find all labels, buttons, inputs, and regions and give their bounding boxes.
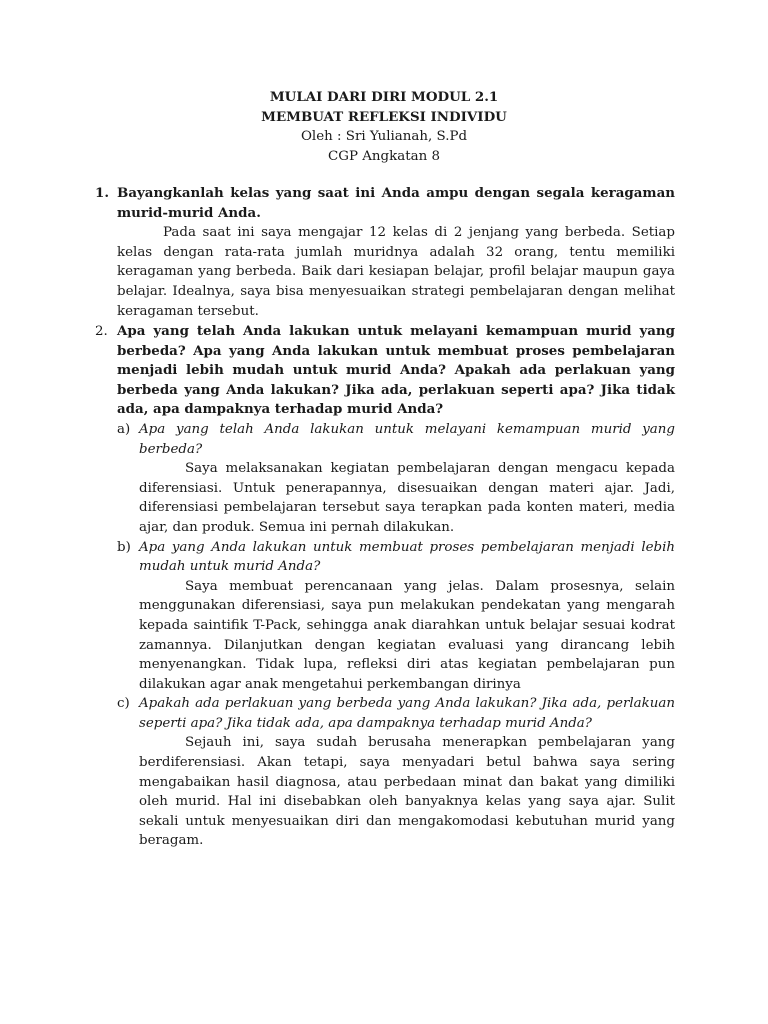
sub-question-text: Apa yang telah Anda lakukan untuk melayani kemampuan murid yang berbeda? [139,421,675,457]
sub-question-a [117,420,675,538]
sub-answer-text: Sejauh ini, saya sudah berusaha menerapkan pembelajaran yang berdiferensiasi. Akan tetapi, saya menyadari betul bahwa saya sering mengabaikan hasil diagnosa, atau perbedaan minat dan bakat yang dimiliki oleh murid. Hal ini disebabkan oleh banyaknya kelas yang saya ajar. Sulit sekali untuk menyesuaikan diri dan mengakomodasi kebutuhan murid yang beragam. [139,735,675,849]
sub-question-letter: a) [117,421,131,437]
sub-question-b [117,538,675,695]
sub-answer-text: Saya membuat perencanaan yang jelas. Dalam prosesnya, selain menggunakan diferensiasi, saya pun melakukan pendekatan yang mengarah kepada saintifik T-Pack, sehingga anak diarahkan untuk belajar sesuai kodrat zamannya. Dilanjutkan dengan kegiatan evaluasi yang dirancang lebih menyenangkan. Tidak lupa, refleksi diri atas kegiatan pembelajaran pun dilakukan agar anak mengetahui perkembangan dirinya [139,578,675,692]
document-subtitle: MEMBUAT REFLEKSI INDIVIDU [261,109,507,125]
cohort-line: CGP Angkatan 8 [328,149,440,164]
question-text: Bayangkanlah kelas yang saat ini Anda ampu dengan segala keragaman murid-murid Anda. [117,185,675,221]
question-text: Apa yang telah Anda lakukan untuk melayani kemampuan murid yang berbeda? Apa yang Anda lakukan untuk membuat proses pembelajaran menjadi lebih mudah untuk murid Anda? Apakah ada perlakuan yang berbeda yang Anda lakukan? Jika ada, perlakuan seperti apa? Jika tidak ada, apa dampaknya terhadap murid Anda? [117,323,675,418]
sub-answer-text: Saya melaksanakan kegiatan pembelajaran dengan mengacu kepada diferensiasi. Untuk penerapannya, disesuaikan dengan materi ajar. Jadi, diferensiasi pembelajaran tersebut saya terapkan pada konten materi, media ajar, dan produk. Semua ini pernah dilakukan. [139,461,675,535]
sub-question-text: Apa yang Anda lakukan untuk membuat proses pembelajaran menjadi lebih mudah untuk murid Anda? [139,539,675,575]
question-number: 1. [95,185,109,201]
sub-question-c [117,694,675,851]
question-1 [95,184,675,321]
question-number: 2. [95,324,108,339]
document-header [0,87,768,167]
document-title: MULAI DARI DIRI MODUL 2.1 [269,89,499,105]
sub-question-text: Apakah ada perlakuan yang berbeda yang Anda lakukan? Jika ada, perlakuan seperti apa? Jika tidak ada, apa dampaknya terhadap murid Anda? [139,696,675,731]
question-2 [95,322,675,851]
sub-question-letter: b) [117,539,131,555]
author-line: Oleh : Sri Yulianah, S.Pd [300,129,468,144]
sub-question-letter: c) [117,696,130,712]
answer-text: Pada saat ini saya mengajar 12 kelas di 2 jenjang yang berbeda. Setiap kelas dengan rata-rata jumlah muridnya adalah 32 orang, tentu memiliki keragaman yang berbeda. Baik dari kesiapan belajar, profil belajar maupun gaya belajar. Idealnya, saya bisa menyesuaikan strategi pembelajaran dengan melihat keragaman tersebut. [117,225,675,319]
